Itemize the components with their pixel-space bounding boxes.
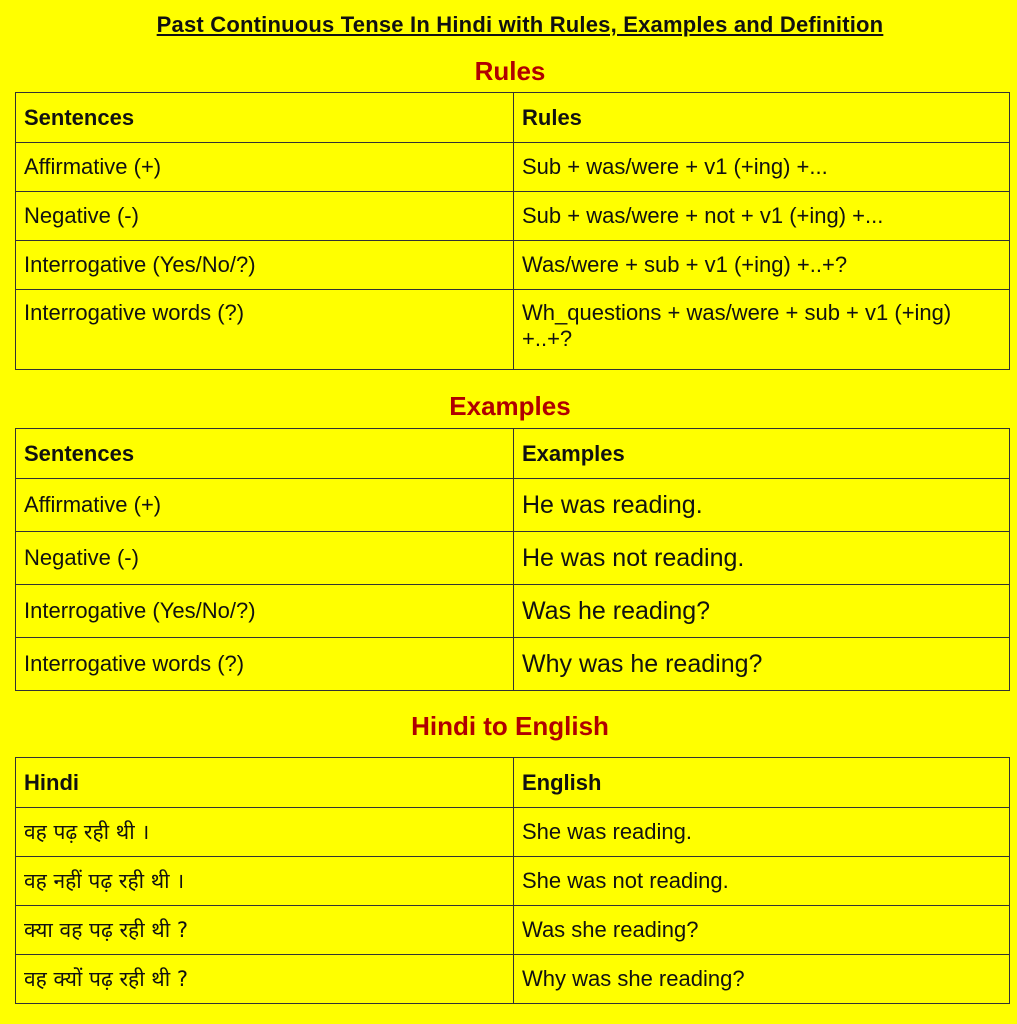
column-header: English — [514, 758, 1010, 808]
sentence-type-cell: Affirmative (+) — [16, 479, 514, 532]
table-row — [16, 857, 1010, 906]
column-header: Examples — [514, 429, 1010, 479]
table-row — [16, 290, 1010, 370]
table-header-row — [16, 429, 1010, 479]
english-cell: Was she reading? — [514, 906, 1010, 955]
column-header: Rules — [514, 93, 1010, 143]
rule-cell: Sub + was/were + v1 (+ing) +... — [514, 143, 1010, 192]
table-row — [16, 241, 1010, 290]
rule-cell: Wh_questions + was/were + sub + v1 (+ing) +..+? — [514, 290, 1010, 370]
column-header: Hindi — [16, 758, 514, 808]
column-header: Sentences — [16, 429, 514, 479]
table-header-row — [16, 758, 1010, 808]
example-cell: Was he reading? — [514, 585, 1010, 638]
table-row — [16, 638, 1010, 691]
sentence-type-cell: Negative (-) — [16, 192, 514, 241]
hindi-cell: वह पढ़ रही थी । — [16, 808, 514, 857]
english-cell: She was not reading. — [514, 857, 1010, 906]
hindi-to-english-section-title: Hindi to English — [411, 711, 609, 741]
hindi-cell: क्या वह पढ़ रही थी ? — [16, 906, 514, 955]
rules-section-title: Rules — [474, 56, 546, 86]
table-row — [16, 479, 1010, 532]
rule-cell: Was/were + sub + v1 (+ing) +..+? — [514, 241, 1010, 290]
table-row — [16, 532, 1010, 585]
rule-cell: Sub + was/were + not + v1 (+ing) +... — [514, 192, 1010, 241]
sentence-type-cell: Affirmative (+) — [16, 143, 514, 192]
hindi-cell: वह नहीं पढ़ रही थी । — [16, 857, 514, 906]
sentence-type-cell: Interrogative (Yes/No/?) — [16, 585, 514, 638]
sentence-type-cell: Interrogative words (?) — [16, 638, 514, 691]
hindi-cell: वह क्यों पढ़ रही थी ? — [16, 955, 514, 1004]
column-header: Sentences — [16, 93, 514, 143]
example-cell: Why was he reading? — [514, 638, 1010, 691]
table-row — [16, 143, 1010, 192]
sentence-type-cell: Interrogative words (?) — [16, 290, 514, 370]
sentence-type-cell: Negative (-) — [16, 532, 514, 585]
sentence-type-cell: Interrogative (Yes/No/?) — [16, 241, 514, 290]
example-cell: He was not reading. — [514, 532, 1010, 585]
english-cell: She was reading. — [514, 808, 1010, 857]
rules-table — [15, 92, 1010, 370]
table-row — [16, 906, 1010, 955]
hindi-to-english-table — [15, 757, 1010, 1004]
page-title: Past Continuous Tense In Hindi with Rules, Examples and Definition — [156, 12, 884, 37]
example-cell: He was reading. — [514, 479, 1010, 532]
english-cell: Why was she reading? — [514, 955, 1010, 1004]
examples-table — [15, 428, 1010, 691]
table-row — [16, 955, 1010, 1004]
table-row — [16, 585, 1010, 638]
table-header-row — [16, 93, 1010, 143]
examples-section-title: Examples — [449, 391, 571, 421]
table-row — [16, 808, 1010, 857]
table-row — [16, 192, 1010, 241]
